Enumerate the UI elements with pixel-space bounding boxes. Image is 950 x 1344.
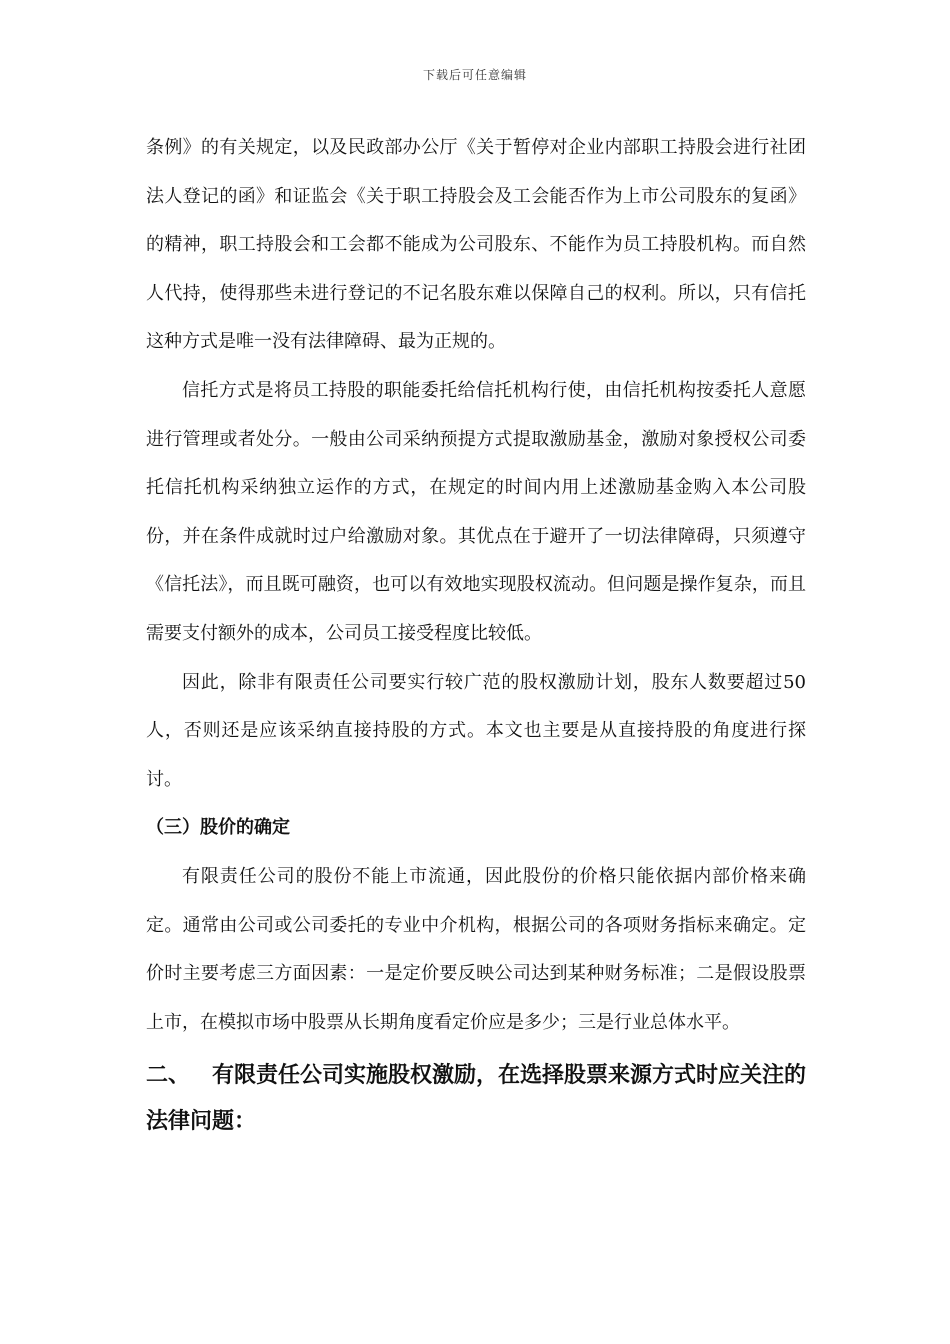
paragraph-trust-method: 信托方式是将员工持股的职能委托给信托机构行使，由信托机构按委托人意愿进行管理或者处分。一般由公司采纳预提方式提取激励基金，激励对象授权公司委托信托机构采纳独立运作的方式，在规定的时间内用上述激励基金购入本公司股份，并在条件成就时过户给激励对象。其优点在于避开了一切法律障碍，只须遵守《信托法》，而且既可融资，也可以有效地实现股权流动。但问题是操作复杂，而且需要支付额外的成本，公司员工接受程度比较低。 [146, 379, 806, 644]
paragraph-share-price: 有限责任公司的股份不能上市流通，因此股份的价格只能依据内部价格来确定。通常由公司或公司委托的专业中介机构，根据公司的各项财务指标来确定。定价时主要考虑三方面因素：一是定价要反映公司达到某种财务标准；二是假设股票上市，在模拟市场中股票从长期角度看定价应是多少；三是行业总体水平。 [146, 865, 806, 1033]
subheading-share-price: （三）股价的确定 [146, 817, 290, 839]
page-header: 下载后可任意编辑 [422, 68, 527, 82]
paragraph-continued: 条例》的有关规定，以及民政部办公厅《关于暂停对企业内部职工持股会进行社团法人登记的函》和证监会《关于职工持股会及工会能否作为上市公司股东的复函》的精神，职工持股会和工会都不能成为公司股东、不能作为员工持股机构。而自然人代持，使得那些未进行登记的不记名股东难以保障自己的权利。所以，只有信托这种方式是唯一没有法律障碍、最为正规的。 [146, 137, 806, 353]
section-heading-2 [146, 1053, 806, 1145]
section-title: 有限责任公司实施股权激励，在选择股票来源方式时应关注的法律问题： [146, 1063, 807, 1135]
document-body [146, 124, 806, 1145]
section-number: 二、 [146, 1063, 191, 1089]
paragraph-conclusion: 因此，除非有限责任公司要实行较广范的股权激励计划，股东人数要超过50人，否则还是应该采纳直接持股的方式。本文也主要是从直接持股的角度进行探讨。 [146, 671, 806, 790]
